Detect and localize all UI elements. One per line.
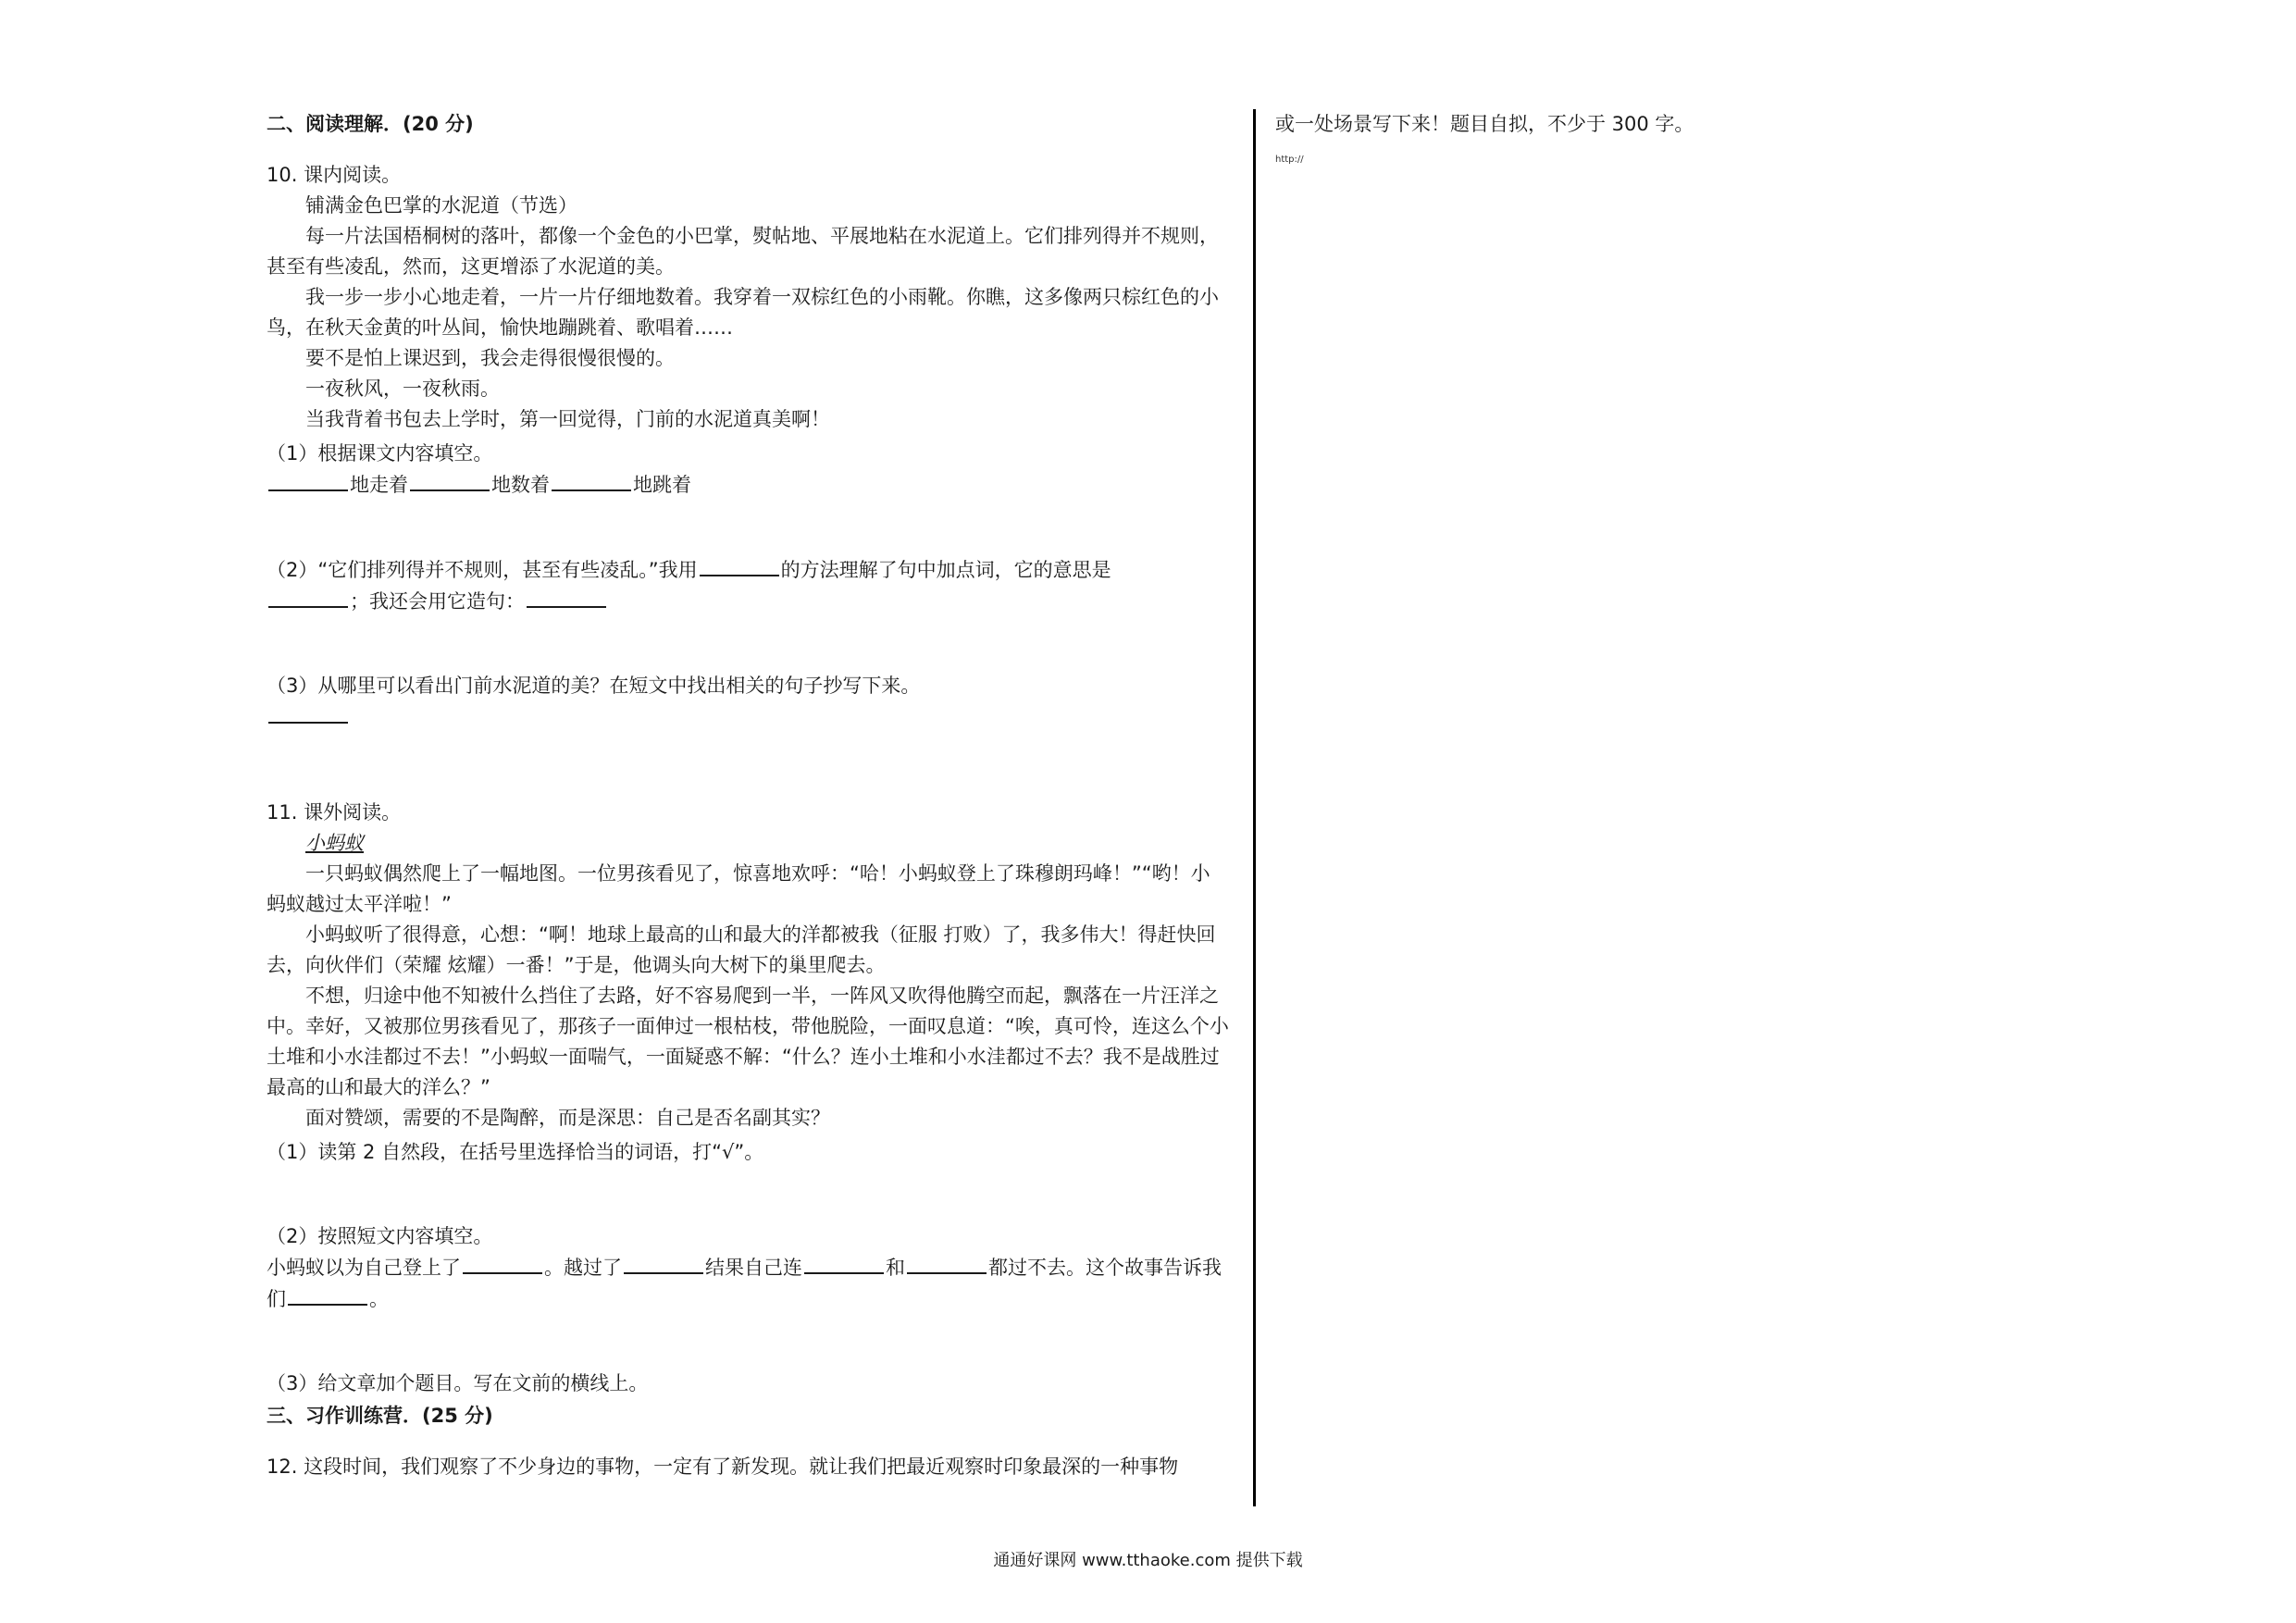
q10-passage-title: 铺满金色巴掌的水泥道（节选） <box>305 194 577 217</box>
q11-title-line <box>267 828 1229 859</box>
q11-sub2-prompt: （2）按照短文内容填空。 <box>267 1225 493 1247</box>
answer-blank[interactable] <box>552 469 631 491</box>
q11-sub2-text: 。 <box>369 1288 389 1310</box>
answer-blank[interactable] <box>410 469 490 491</box>
q11-passage-title: 小蚂蚁 <box>305 832 364 854</box>
q11-sub2-text: 和 <box>886 1257 905 1279</box>
q11-sub3-prompt: （3）给文章加个题目。写在文前的横线上。 <box>267 1372 649 1394</box>
q11-sub2-text: 都过不去。这个故事告诉我们 <box>267 1257 1222 1310</box>
q10-paragraph: 要不是怕上课迟到，我会走得很慢很慢的。 <box>305 347 675 369</box>
question-10-label: 10. 课内阅读。 <box>267 164 402 186</box>
blank-suffix: 地跳着 <box>633 474 691 496</box>
q10-sub1-prompt: （1）根据课文内容填空。 <box>267 442 493 465</box>
q10-sub2-line2 <box>267 586 1229 617</box>
right-column <box>1275 109 2108 169</box>
answer-blank[interactable] <box>268 469 348 491</box>
column-divider <box>1253 109 1256 1506</box>
q10-sub1-blanks <box>267 469 1229 501</box>
q11-paragraph: 面对赞颂，需要的不是陶醉，而是深思：自己是否名副其实？ <box>305 1107 830 1129</box>
answer-blank[interactable] <box>288 1283 367 1306</box>
section-2-heading: 二、阅读理解．(20 分) <box>267 113 474 135</box>
q11-sub2-text: 结果自己连 <box>705 1257 802 1279</box>
q10-paragraph: 我一步一步小心地走着，一片一片仔细地数着。我穿着一双棕红色的小雨靴。你瞧，这多像两只棕红色的小鸟，在秋天金黄的叶丛间，愉快地蹦跳着、歌唱着…… <box>267 286 1219 339</box>
question-12-text: 12. 这段时间，我们观察了不少身边的事物，一定有了新发现。就让我们把最近观察时印象最深的一种事物 <box>267 1456 1179 1478</box>
section-3-heading: 三、习作训练营．(25 分) <box>267 1405 493 1427</box>
answer-blank[interactable] <box>463 1252 542 1274</box>
q10-paragraph: 当我背着书包去上学时，第一回觉得，门前的水泥道真美啊！ <box>305 408 830 430</box>
q10-sub2-text: ；我还会用它造句： <box>350 590 525 613</box>
question-11-label: 11. 课外阅读。 <box>267 801 402 824</box>
answer-blank[interactable] <box>907 1252 987 1274</box>
left-column <box>267 109 1229 1482</box>
tiny-url-text: http:// <box>1275 155 1304 165</box>
blank-suffix: 地数着 <box>491 474 550 496</box>
q10-sub3-answer <box>267 701 1229 733</box>
q11-sub2-text: 。越过了 <box>544 1257 622 1279</box>
q10-paragraph: 一夜秋风，一夜秋雨。 <box>305 378 500 400</box>
q11-sub2-text: 小蚂蚁以为自己登上了 <box>267 1257 461 1279</box>
q11-sub1-prompt: （1）读第 2 自然段，在括号里选择恰当的词语，打“√”。 <box>267 1141 764 1163</box>
answer-blank[interactable] <box>700 554 779 576</box>
answer-blank[interactable] <box>804 1252 884 1274</box>
q10-sub2-text: 的方法理解了句中加点词，它的意思是 <box>780 559 1111 581</box>
q10-sub2-text: （2）“它们排列得并不规则，甚至有些凌乱。”我用 <box>267 559 698 581</box>
answer-blank[interactable] <box>624 1252 703 1274</box>
q11-sub2-blanks <box>267 1252 1229 1315</box>
q10-sub3-prompt: （3）从哪里可以看出门前水泥道的美？在短文中找出相关的句子抄写下来。 <box>267 675 921 697</box>
answer-blank[interactable] <box>268 701 348 724</box>
q10-sub2-line1 <box>267 554 1229 586</box>
answer-blank[interactable] <box>268 586 348 608</box>
answer-blank[interactable] <box>527 586 606 608</box>
page-footer: 通通好课网 www.tthaoke.com 提供下载 <box>993 1551 1303 1570</box>
q11-paragraph: 小蚂蚁听了很得意，心想：“啊！地球上最高的山和最大的洋都被我（征服 打败）了，我多伟大！得赶快回去，向伙伴们（荣耀 炫耀）一番！”于是，他调头向大树下的巢里爬去。 <box>267 923 1216 976</box>
q10-paragraph: 每一片法国梧桐树的落叶，都像一个金色的小巴掌，熨帖地、平展地粘在水泥道上。它们排列得并不规则，甚至有些凌乱，然而，这更增添了水泥道的美。 <box>267 225 1219 278</box>
q11-paragraph: 一只蚂蚁偶然爬上了一幅地图。一位男孩看见了，惊喜地欢呼：“哈！小蚂蚁登上了珠穆朗玛峰！”“哟！小蚂蚁越过太平洋啦！” <box>267 862 1210 915</box>
blank-suffix: 地走着 <box>350 474 408 496</box>
question-12-continuation: 或一处场景写下来！题目自拟，不少于 300 字。 <box>1275 113 1694 135</box>
q11-paragraph: 不想，归途中他不知被什么挡住了去路，好不容易爬到一半，一阵风又吹得他腾空而起，飘落在一片汪洋之中。幸好，又被那位男孩看见了，那孩子一面伸过一根枯枝，带他脱险，一面叹息道：“唉，真可怜，连这么个小土堆和小水洼都过不去！”小蚂蚁一面喘气，一面疑惑不解：“什么？连小土堆和小水洼都过不去？我不是战胜过最高的山和最大的洋么？” <box>267 985 1229 1098</box>
